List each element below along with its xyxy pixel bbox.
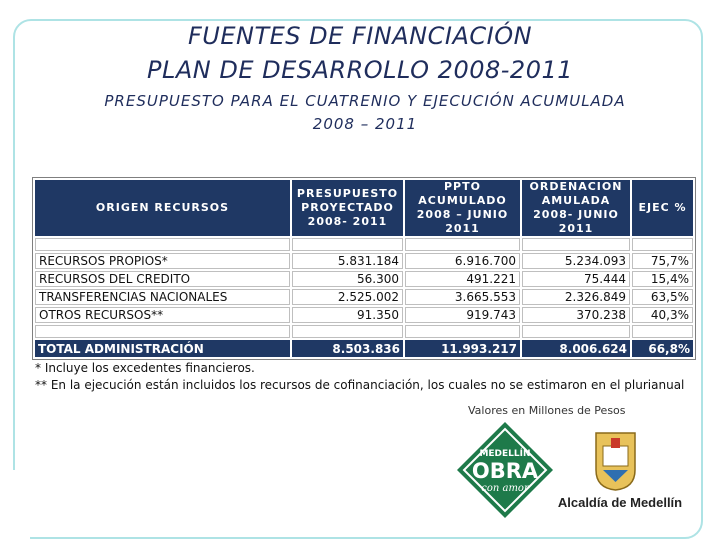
financing-table <box>32 177 696 360</box>
table-row <box>35 307 693 323</box>
title-line-2: PLAN DE DESARROLLO 2008-2011 <box>147 56 573 84</box>
cell-ordenacion: 75.444 <box>522 271 630 287</box>
table-spacer-row <box>35 238 693 251</box>
badge-line-2: OBRA <box>471 459 539 483</box>
cell-presupuesto: 56.300 <box>292 271 403 287</box>
table-row <box>35 253 693 269</box>
cell-total-ordenacion: 8.006.624 <box>522 340 630 357</box>
cell-total-origen: TOTAL ADMINISTRACIÓN <box>35 340 290 357</box>
medellin-obra-con-amor-logo <box>455 420 555 520</box>
cell-ppto: 3.665.553 <box>405 289 520 305</box>
cell-ppto: 919.743 <box>405 307 520 323</box>
cell-ordenacion: 5.234.093 <box>522 253 630 269</box>
cell-ejec: 40,3% <box>632 307 693 323</box>
cell-ordenacion: 370.238 <box>522 307 630 323</box>
cell-ordenacion: 2.326.849 <box>522 289 630 305</box>
cell-total-presupuesto: 8.503.836 <box>292 340 403 357</box>
table-row <box>35 271 693 287</box>
table-header-row <box>35 180 693 236</box>
units-label: Valores en Millones de Pesos <box>468 404 626 417</box>
header-ejec: EJEC % <box>632 180 693 236</box>
header-ordenacion: ORDENACION AMULADA 2008- JUNIO 2011 <box>522 180 630 236</box>
badge-line-1: MEDELLÍN <box>479 449 531 459</box>
table-total-row <box>35 340 693 357</box>
cell-presupuesto: 2.525.002 <box>292 289 403 305</box>
table-row <box>35 289 693 305</box>
header-ppto-acumulado: PPTO ACUMULADO 2008 – JUNIO 2011 <box>405 180 520 236</box>
cell-origen: RECURSOS DEL CREDITO <box>35 271 290 287</box>
cell-total-ppto: 11.993.217 <box>405 340 520 357</box>
subtitle-line-2: 2008 – 2011 <box>312 115 418 133</box>
cell-total-ejec: 66,8% <box>632 340 693 357</box>
cell-ppto: 6.916.700 <box>405 253 520 269</box>
cell-ejec: 63,5% <box>632 289 693 305</box>
subtitle-line-1: PRESUPUESTO PARA EL CUATRENIO Y EJECUCIÓN ACUMULADA <box>104 92 626 110</box>
cell-presupuesto: 5.831.184 <box>292 253 403 269</box>
alcaldia-label: Alcaldía de Medellín <box>557 495 683 510</box>
title-line-1: FUENTES DE FINANCIACIÓN <box>187 22 533 50</box>
medellin-shield-icon <box>593 430 638 492</box>
cell-origen: RECURSOS PROPIOS* <box>35 253 290 269</box>
cell-origen: OTROS RECURSOS** <box>35 307 290 323</box>
footnote-2: ** En la ejecución están incluidos los recursos de cofinanciación, los cuales no se estimaron en el plurianual <box>35 378 685 392</box>
cell-ejec: 75,7% <box>632 253 693 269</box>
header-origen: ORIGEN RECURSOS <box>35 180 290 236</box>
cell-ppto: 491.221 <box>405 271 520 287</box>
cell-presupuesto: 91.350 <box>292 307 403 323</box>
table-spacer-row <box>35 325 693 338</box>
badge-line-3: con amor <box>481 483 529 494</box>
footnote-1: * Incluye los excedentes financieros. <box>35 361 255 375</box>
header-presupuesto: PRESUPUESTO PROYECTADO 2008- 2011 <box>292 180 403 236</box>
cell-origen: TRANSFERENCIAS NACIONALES <box>35 289 290 305</box>
cell-ejec: 15,4% <box>632 271 693 287</box>
